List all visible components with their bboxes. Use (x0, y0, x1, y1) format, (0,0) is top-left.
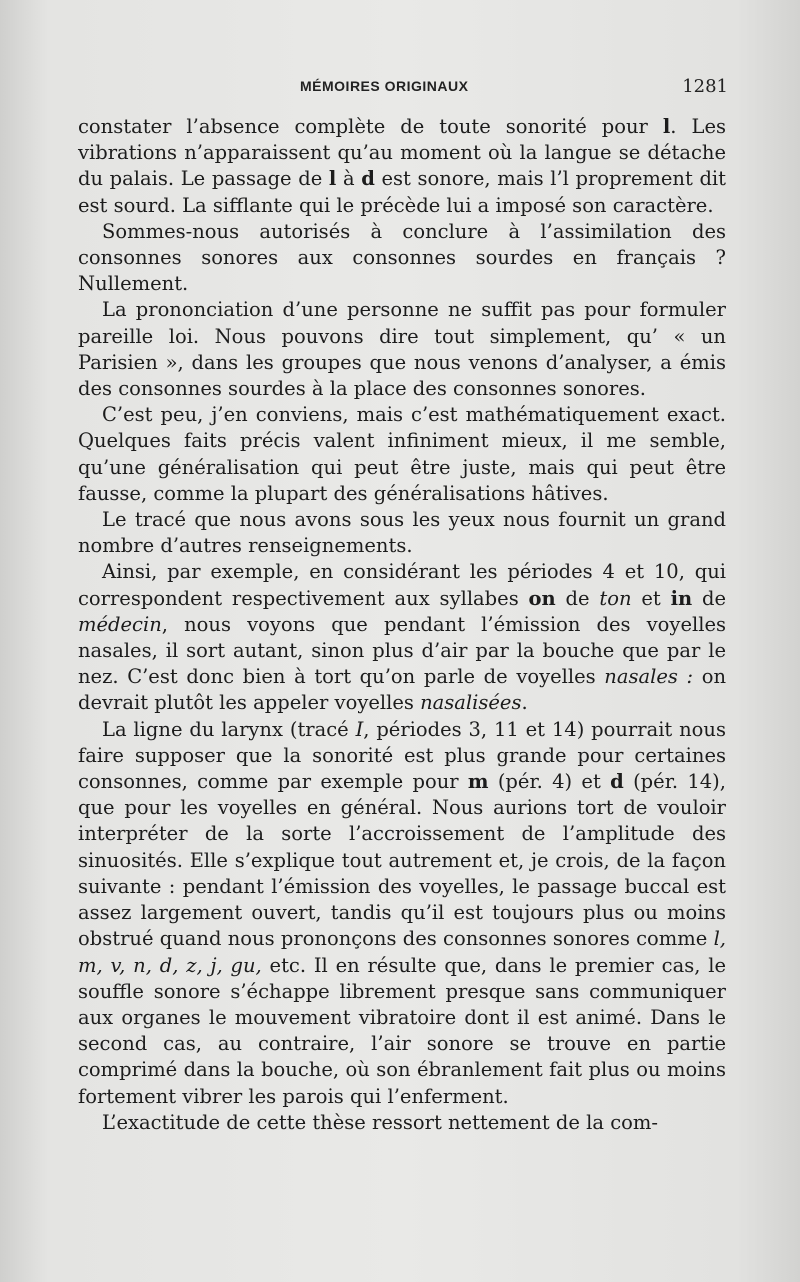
paragraph: Le tracé que nous avons sous les yeux nous fournit un grand nombre d’autres renseignements. (78, 508, 726, 558)
page-header (0, 76, 800, 100)
paragraph: La ligne du larynx (tracé I, périodes 3, 11 et 14) pourrait nous faire supposer que la sonorité est plus grande pour certaines consonnes, comme par exemple pour m (pér. 4) et d (pér. 14), que pour les voyelles en général. Nous aurions tort de vouloir interpréter de la sorte l’accroissement de l’amplitude des sinuosités. Elle s’explique tout autrement et, je crois, de la façon suivante : pendant l’émission des voyelles, le passage buccal est assez largement ouvert, tandis qu’il est toujours plus ou moins obstrué quand nous prononçons des consonnes sonores comme l, m, v, n, d, z, j, gu, etc. Il en résulte que, dans le premier cas, le souffle sonore s’échappe librement presque sans communiquer aux organes le mouvement vibratoire dont il est animé. Dans le second cas, au contraire, l’air sonore se trouve en partie comprimé dans la bouche, où son ébranlement fait plus ou moins fortement vibrer les parois qui l’enferment. (78, 717, 726, 1108)
page-number: 1281 (682, 76, 728, 97)
body-text (78, 114, 726, 1136)
paragraph: L’exactitude de cette thèse ressort nettement de la com- (102, 1110, 658, 1134)
running-title: MÉMOIRES ORIGINAUX (300, 78, 469, 94)
paragraph: constater l’absence complète de toute sonorité pour l. Les vibrations n’apparaissent qu’au moment où la langue se détache du palais. Le passage de l à d est sonore, mais l’l proprement dit est sourd. La sifflante qui le précède lui a imposé son caractère. (78, 115, 726, 217)
paragraph: Ainsi, par exemple, en considérant les périodes 4 et 10, qui correspondent respectivement aux syllabes on de ton et in de médecin, nous voyons que pendant l’émission des voyelles nasales, il sort autant, sinon plus d’air par la bouche que par le nez. C’est donc bien à tort qu’on parle de voyelles nasales : on devrait plutôt les appeler voyelles nasalisées. (78, 560, 727, 715)
paragraph: C’est peu, j’en conviens, mais c’est mathématiquement exact. Quelques faits précis valent infiniment mieux, il me semble, qu’une généralisation qui peut être juste, mais qui peut être fausse, comme la plupart des généralisations hâtives. (78, 403, 726, 505)
paragraph: Sommes-nous autorisés à conclure à l’assimilation des consonnes sonores aux consonnes sourdes en français ? Nullement. (78, 219, 726, 296)
paragraph: La prononciation d’une personne ne suffit pas pour formuler pareille loi. Nous pouvons dire tout simplement, qu’ « un Parisien », dans les groupes que nous venons d’analyser, a émis des consonnes sourdes à la place des consonnes sonores. (78, 298, 726, 401)
